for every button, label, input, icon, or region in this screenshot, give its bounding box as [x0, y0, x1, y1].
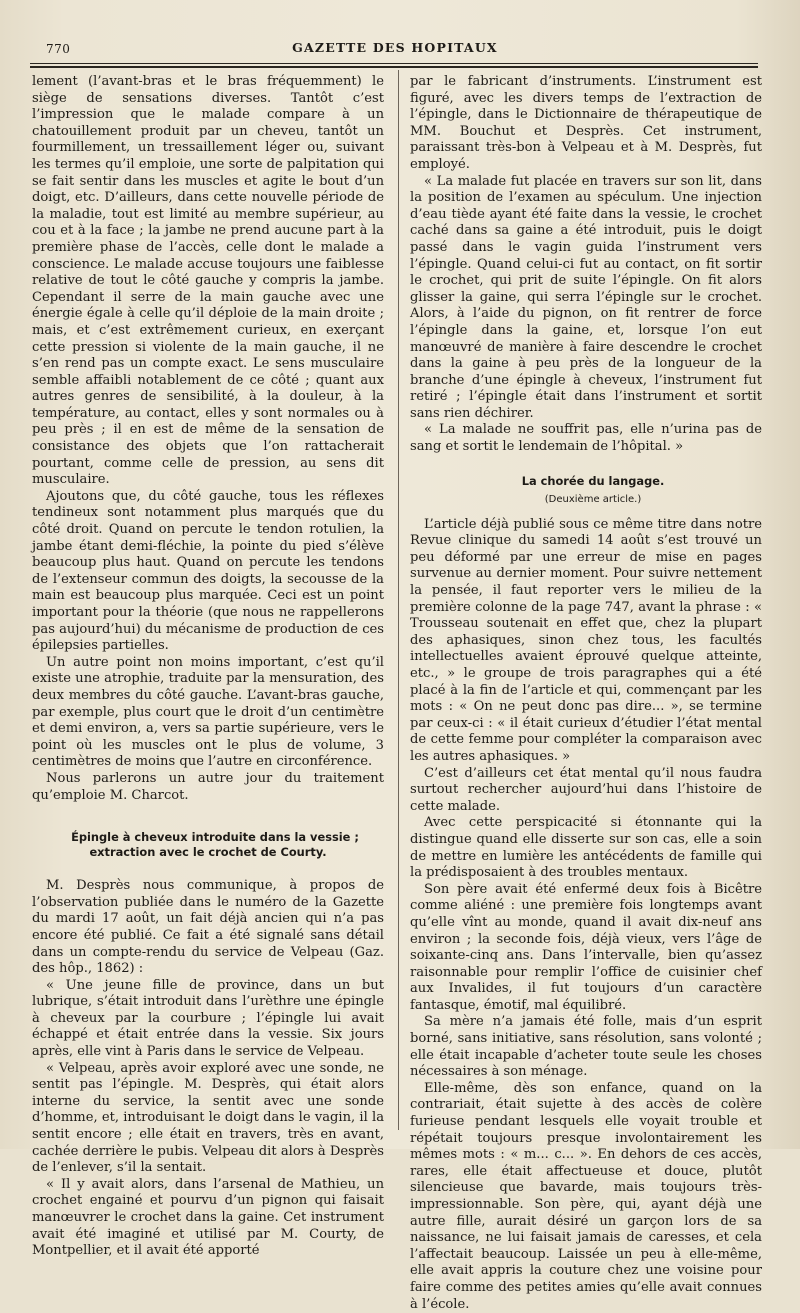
section-subtitle: (Deuxième article.) — [544, 493, 642, 505]
paragraph: Un autre point non moins important, c’est qu’il existe une atrophie, traduite par la mensuration, des deux membres du côté gauche. L’avant-bras gauche, par exemple, plus court que le droit d’un centimètre et demi environ, a, vers sa partie supérieure, vers le point où les muscles ont le plus de volume, 3 centimètres de moins que l’autre en circonférence. — [32, 654, 384, 770]
paragraph: « Il y avait alors, dans l’arsenal de Mathieu, un crochet engainé et pourvu d’un pignon qui faisait manœuvrer le crochet dans la gaine. Cet instrument avait été imaginé et utilisé par M. Courty, de Montpellier, et il avait été apporté — [32, 1176, 384, 1259]
paragraph: C’est d’ailleurs cet état mental qu’il nous faudra surtout rechercher aujourd’hui dans l’histoire de cette malade. — [410, 765, 762, 814]
paragraph: Son père avait été enfermé deux fois à Bicêtre comme aliéné : une première fois longtemps avant qu’elle vînt au monde, quand il avait dix-neuf ans environ ; la seconde fois, déjà vieux, vers l’âge de soixante-cinq ans. Dans l’intervalle, bien qu’assez raisonnable pour remplir l’office de cuisinier chef aux Invalides, il fut toujours d’un caractère fantasque, émotif, mal équilibré. — [410, 881, 762, 1013]
paragraph: Sa mère n’a jamais été folle, mais d’un esprit borné, sans initiative, sans résolution, sans volonté ; elle était incapable d’acheter toute seule les choses nécessaires à son ménage. — [410, 1014, 762, 1080]
paragraph: Avec cette perspicacité si étonnante qui la distingue quand elle disserte sur son cas, elle a soin de mettre en lumière les antécédents de famille qui la prédisposaient à des troubles mentaux. — [410, 815, 762, 881]
paragraph: « Velpeau, après avoir exploré avec une sonde, ne sentit pas l’épingle. M. Desprès, qui était alors interne du service, la sentit avec une sonde d’homme, et, introduisant le doigt dans le vagin, il la sentit encore ; elle était en travers, très en avant, cachée derrière le pubis. Velpeau dit alors à Desprès de l’enlever, s’il la sentait. — [32, 1060, 384, 1176]
page-header — [30, 34, 760, 60]
left-column — [32, 74, 384, 1260]
journal-title: GAZETTE DES HOPITAUX — [292, 40, 498, 55]
paragraph: M. Desprès nous communique, à propos de l’observation publiée dans le numéro de la Gazette du mardi 17 août, un fait déjà ancien qui n’a pas encore été publié. Ce fait a été signalé sans détail dans un compte-rendu du service de Velpeau (Gaz. des hôp., 1862) : — [32, 878, 384, 977]
paragraph: L’article déjà publié sous ce même titre dans notre Revue clinique du samedi 14 août s’est trouvé un peu déformé par une erreur de mise en pages survenue au dernier moment. Pour suivre nettement la pensée, il faut reporter vers le milieu de la première colonne de la page 747, avant la phrase : « Trousseau soutenait en effet que, chez la plupart des aphasiques, sinon chez tous, les facultés intellectuelles avaient éprouvé quelque atteinte, etc., » le groupe de trois paragraphes qui a été placé à la fin de l’article et qui, commençant par les mots : « On ne peut donc pas dire... », se termine par ceux-ci : « il était curieux d’étudier l’état mental de cette femme pour compléter la comparaison avec les autres aphasiques. » — [410, 516, 762, 764]
column-divider — [398, 70, 399, 1130]
right-column — [410, 74, 762, 1313]
paragraph: « La malade fut placée en travers sur son lit, dans la position de l’examen au spéculum. Une injection d’eau tiède ayant été faite dans la vessie, le crochet caché dans sa gaine a été introduit, puis le doigt passé dans le vagin guida l’instrument vers l’épingle. Quand celui-ci fut au contact, on fit sortir le crochet, qui prit de suite l’épingle. On fit alors glisser la gaine, qui serra l’épingle sur le crochet. Alors, à l’aide du pignon, on fit rentrer de force l’épingle dans la gaine, et, lorsque l’on eut manœuvré de manière à faire descendre le crochet dans la gaine à peu près de la longueur de la branche d’une épingle à cheveux, l’instrument fut retiré ; l’épingle était dans l’instrument et sortit sans rien déchirer. — [410, 173, 762, 421]
paragraph: Nous parlerons un autre jour du traitement qu’emploie M. Charcot. — [32, 770, 384, 803]
paragraph: « La malade ne souffrit pas, elle n’urina pas de sang et sortit le lendemain de l’hôpital. » — [410, 422, 762, 455]
page-number: 770 — [46, 42, 71, 56]
paragraph: Elle-même, dès son enfance, quand on la contrariait, était sujette à des accès de colère furieuse pendant lesquels elle voyait trouble et répétait toujours presque involontairement les mêmes mots : « m... c... ». En dehors de ces accès, rares, elle était affectueuse et douce, plutôt silencieuse que bavarde, mais toujours très-impressionnable. Son père, qui, ayant déjà une autre fille, aurait désiré un garçon lors de sa naissance, ne lui faisait jamais de caresses, et cela l’affectait beaucoup. Laissée un peu à elle-même, elle avait appris la couture chez une voisine pour faire comme des petites amies qu’elle avait connues à l’école. — [410, 1080, 762, 1312]
paragraph: Ajoutons que, du côté gauche, tous les réflexes tendineux sont notamment plus marqués que du côté droit. Quand on percute le tendon rotulien, la jambe étant demi-fléchie, la pointe du pied s’élève beaucoup plus haut. Quand on percute les tendons de l’extenseur commun des doigts, la secousse de la main est beaucoup plus marquée. Ceci est un point important pour la théorie (que nous ne rappellerons pas aujourd’hui) du mécanisme de production de ces épilepsies partielles. — [32, 488, 384, 654]
paragraph: par le fabricant d’instruments. L’instrument est figuré, avec les divers temps de l’extraction de l’épingle, dans le Dictionnaire de thérapeutique de MM. Bouchut et Desprès. Cet instrument, paraissant très-bon à Velpeau et à M. Desprès, fut employé. — [410, 74, 762, 172]
section-title: La chorée du langage. — [521, 473, 665, 488]
paragraph: lement (l’avant-bras et le bras fréquemment) le siège de sensations diverses. Tantôt c’est l’impression que le malade compare à un chatouillement produit par un cheveu, tantôt un fourmillement, un tressaillement léger ou, suivant les termes qu’il emploie, une sorte de palpitation qui se fait sentir dans les muscles et agite le bout d’un doigt, etc. D’ailleurs, dans cette nouvelle période de la maladie, tout est limité au membre supérieur, au cou et à la face ; la jambe ne prend aucune part à la première phase de l’accès, celle dont le malade a conscience. Le malade accuse toujours une faiblesse relative de tout le côté gauche y compris la jambe. Cependant il serre de la main gauche avec une énergie égale à celle qu’il déploie de la main droite ; mais, et c’est extrêmement curieux, en exerçant cette pression si violente de la main gauche, il ne s’en rend pas un compte exact. Le sens musculaire semble affaibli notablement de ce côté ; quant aux autres genres de sensibilité, à la douleur, à la température, au contact, elles y sont normales ou à peu près ; il en est de même de la sensation de consistance des objets que l’on rattacherait pourtant, comme celle de pression, au sens dit musculaire. — [32, 74, 384, 488]
paragraph: « Une jeune fille de province, dans un but lubrique, s’était introduit dans l’urèthre une épingle à cheveux par la courbure ; l’épingle lui avait échappé et était entrée dans la vessie. Six jours après, elle vint à Paris dans le service de Velpeau. — [32, 977, 384, 1060]
section-title: Épingle à cheveux introduite dans la vessie ; extraction avec le crochet de Courty. — [71, 830, 359, 860]
header-rule — [30, 63, 758, 64]
header-rule-thick — [30, 66, 758, 68]
